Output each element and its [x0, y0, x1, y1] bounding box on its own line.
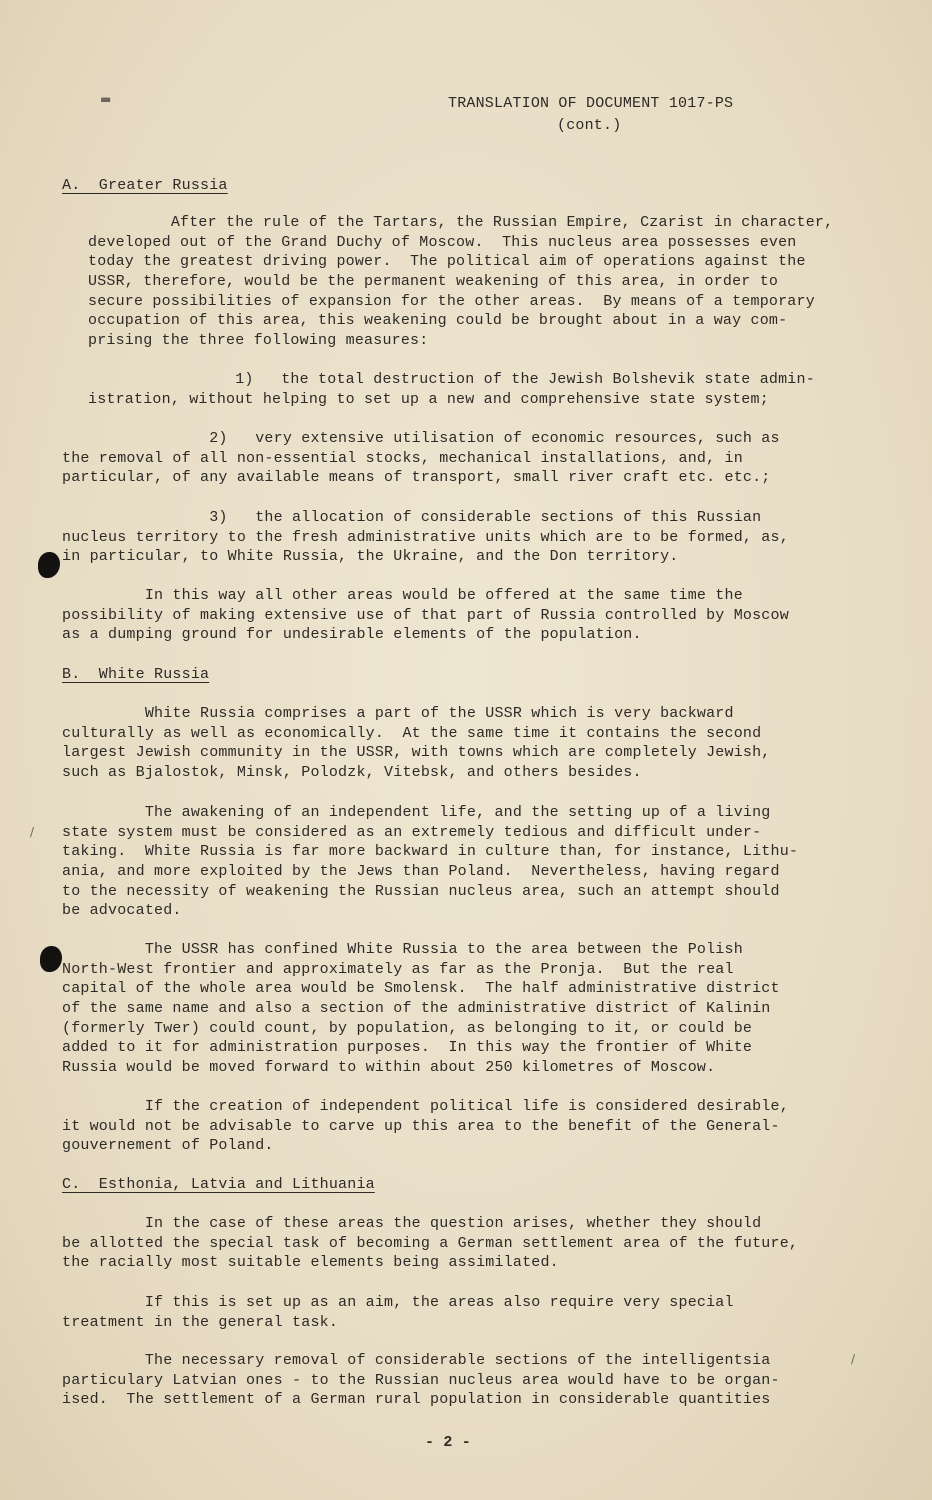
- section-b-paragraph-2: [62, 803, 798, 921]
- text-line: In this way all other areas would be offered at the same time the: [62, 587, 743, 604]
- text-line: possibility of making extensive use of that part of Russia controlled by Moscow: [62, 606, 789, 624]
- text-line: added to it for administration purposes. In this way the frontier of White: [62, 1039, 753, 1057]
- text-line: the removal of all non-essential stocks, mechanical installations, and, in: [62, 449, 743, 467]
- text-line: (formerly Twer) could count, by population, as belonging to it, or could be: [62, 1019, 753, 1037]
- text-line: be allotted the special task of becoming a German settlement area of the future,: [62, 1234, 799, 1252]
- text-line: treatment in the general task.: [62, 1313, 339, 1331]
- text-line: be advocated.: [62, 902, 182, 920]
- text-line: prising the three following measures:: [88, 332, 429, 350]
- text-line: 3) the allocation of considerable sections of this Russian: [62, 509, 762, 526]
- text-line: of the same name and also a section of the administrative district of Kalinin: [62, 1000, 771, 1018]
- text-line: If the creation of independent political life is considered desirable,: [62, 1098, 789, 1115]
- section-a-measure-2: [62, 429, 780, 488]
- text-line: In the case of these areas the question arises, whether they should: [62, 1215, 762, 1232]
- ink-blot-mark: [40, 946, 62, 972]
- text-line: White Russia comprises a part of the USSR which is very backward: [62, 705, 734, 722]
- text-line: in particular, to White Russia, the Ukraine, and the Don territory.: [62, 548, 679, 566]
- page-number: - 2 -: [425, 1434, 472, 1451]
- text-line: 1) the total destruction of the Jewish Bolshevik state admin-: [88, 371, 815, 388]
- text-line: secure possibilities of expansion for the other areas. By means of a temporary: [88, 292, 815, 310]
- section-a-measure-3: [62, 508, 789, 567]
- text-line: North-West frontier and approximately as far as the Pronja. But the real: [62, 960, 734, 978]
- text-line: particular, of any available means of transport, small river craft etc. etc.;: [62, 469, 771, 487]
- stray-mark: ▬: [100, 92, 112, 106]
- text-line: capital of the whole area would be Smolensk. The half administrative district: [62, 980, 780, 998]
- text-line: If this is set up as an aim, the areas also require very special: [62, 1294, 734, 1311]
- section-a-measure-1: [88, 370, 815, 409]
- text-line: largest Jewish community in the USSR, with towns which are completely Jewish,: [62, 744, 771, 762]
- section-c-paragraph-3: [62, 1351, 780, 1410]
- text-line: The necessary removal of considerable sections of the intelligentsia: [62, 1352, 771, 1369]
- section-b-paragraph-3: [62, 940, 780, 1078]
- section-a-paragraph-1: [88, 213, 833, 351]
- text-line: ania, and more exploited by the Jews than Poland. Nevertheless, having regard: [62, 863, 780, 881]
- text-line: today the greatest driving power. The political aim of operations against the: [88, 253, 806, 271]
- text-line: taking. White Russia is far more backward in culture than, for instance, Lithu-: [62, 843, 799, 861]
- section-c-heading: C. Esthonia, Latvia and Lithuania: [62, 1176, 375, 1193]
- text-line: as a dumping ground for undesirable elements of the population.: [62, 626, 642, 644]
- text-line: such as Bjalostok, Minsk, Polodzk, Vitebsk, and others besides.: [62, 764, 642, 782]
- stray-mark: /: [851, 1352, 856, 1366]
- section-b-paragraph-1: [62, 704, 771, 783]
- text-line: istration, without helping to set up a new and comprehensive state system;: [88, 390, 769, 408]
- section-b-heading: B. White Russia: [62, 666, 210, 683]
- text-line: particulary Latvian ones - to the Russian nucleus area would have to be organ-: [62, 1371, 780, 1389]
- text-line: The USSR has confined White Russia to the area between the Polish: [62, 941, 743, 958]
- section-c-paragraph-2: [62, 1293, 734, 1332]
- text-line: developed out of the Grand Duchy of Moscow. This nucleus area possesses even: [88, 233, 797, 251]
- text-line: ised. The settlement of a German rural population in considerable quantities: [62, 1391, 771, 1409]
- text-line: gouvernement of Poland.: [62, 1137, 274, 1155]
- text-line: occupation of this area, this weakening could be brought about in a way com-: [88, 312, 788, 330]
- text-line: it would not be advisable to carve up this area to the benefit of the General-: [62, 1117, 780, 1135]
- section-b-paragraph-4: [62, 1097, 789, 1156]
- text-line: culturally as well as economically. At the same time it contains the second: [62, 724, 762, 742]
- section-a-heading: A. Greater Russia: [62, 177, 228, 194]
- text-line: After the rule of the Tartars, the Russian Empire, Czarist in character,: [88, 214, 834, 231]
- text-line: Russia would be moved forward to within about 250 kilometres of Moscow.: [62, 1059, 716, 1077]
- text-line: nucleus territory to the fresh administrative units which are to be formed, as,: [62, 528, 789, 546]
- text-line: 2) very extensive utilisation of economic resources, such as: [62, 430, 780, 447]
- text-line: The awakening of an independent life, and the setting up of a living: [62, 804, 771, 821]
- text-line: state system must be considered as an extremely tedious and difficult under-: [62, 823, 762, 841]
- text-line: to the necessity of weakening the Russian nucleus area, such an attempt should: [62, 882, 780, 900]
- ink-blot-mark: [38, 552, 60, 578]
- document-title-cont: (cont.): [557, 117, 622, 134]
- text-line: the racially most suitable elements being assimilated.: [62, 1254, 559, 1272]
- stray-mark: /: [30, 825, 35, 839]
- section-c-paragraph-1: [62, 1214, 798, 1273]
- text-line: USSR, therefore, would be the permanent weakening of this area, in order to: [88, 273, 779, 291]
- document-title: TRANSLATION OF DOCUMENT 1017-PS: [448, 95, 734, 112]
- section-a-paragraph-2: [62, 586, 789, 645]
